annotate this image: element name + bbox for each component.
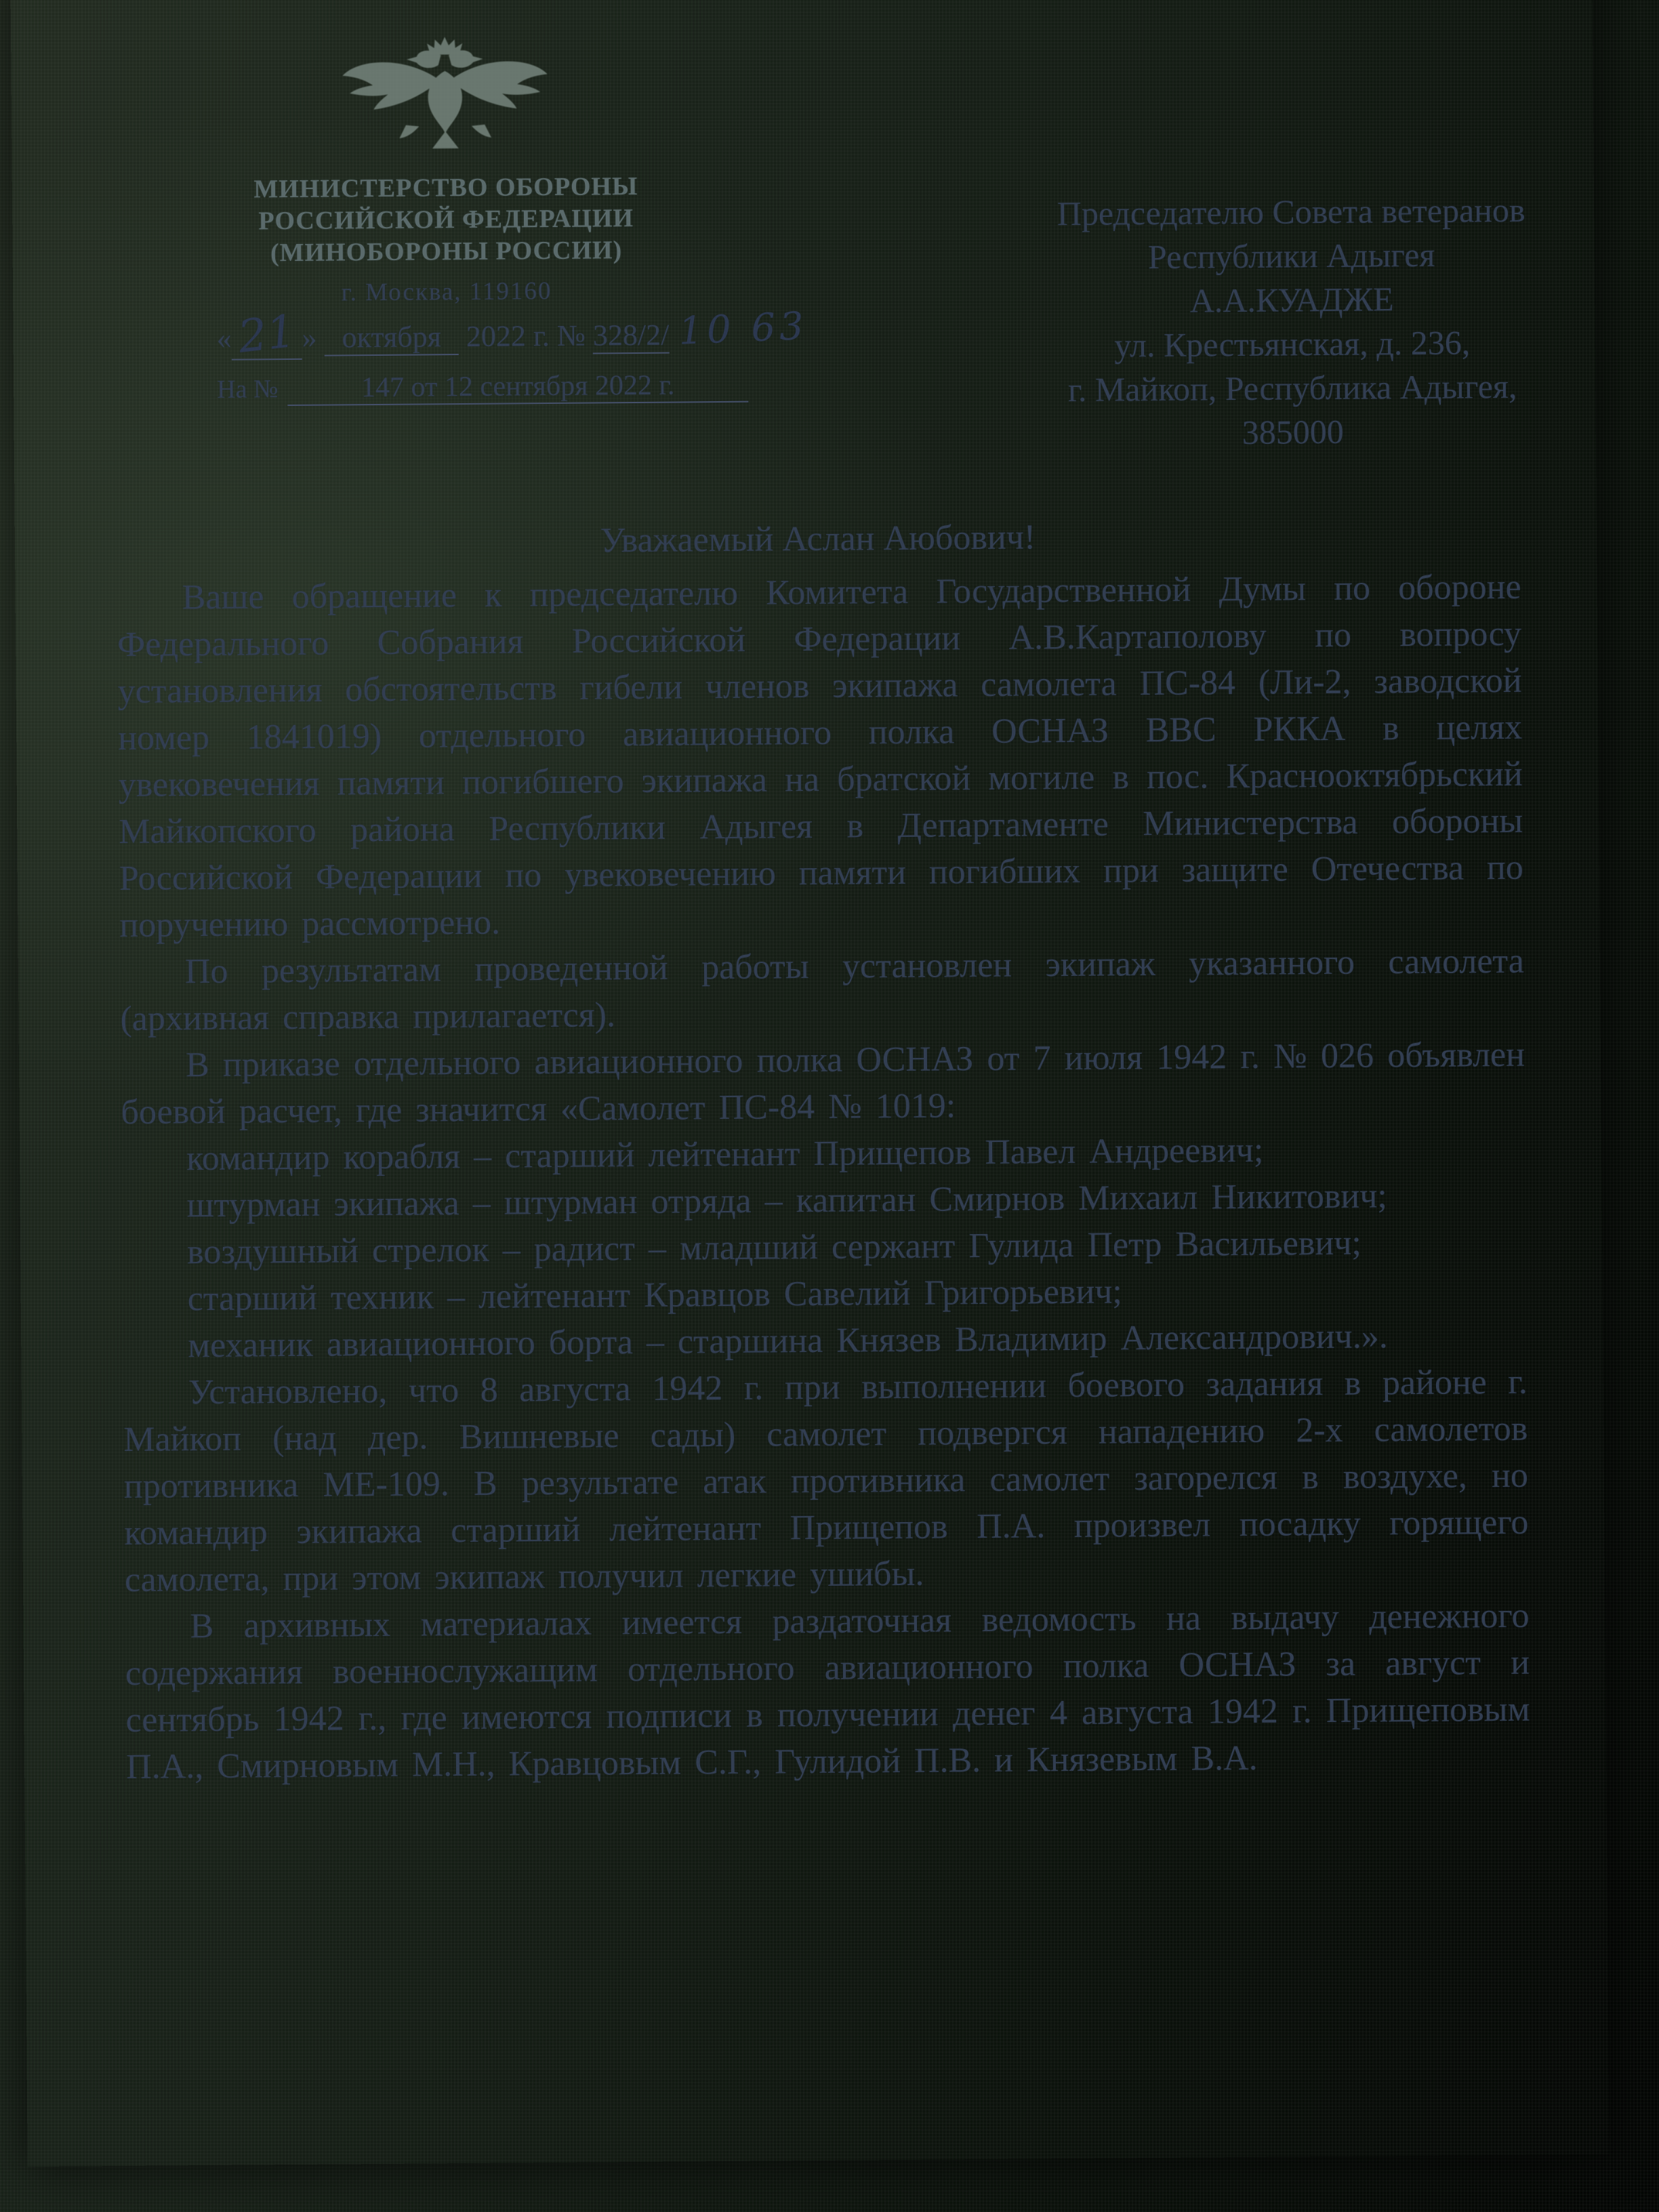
recipient-line: Республики Адыгея — [1147, 235, 1435, 276]
body-paragraph-crew: штурман экипажа – штурман отряда – капитан Смирнов Михаил Никитович; — [186, 1176, 1388, 1225]
reference-block — [216, 302, 928, 407]
body-paragraph-crew: воздушный стрелок – радист – младший сержант Гулида Петр Васильевич; — [186, 1223, 1362, 1272]
quote-open: « — [216, 321, 232, 355]
recipient-line: Председателю Совета ветеранов — [1057, 190, 1525, 233]
ministry-name — [107, 169, 785, 270]
date-year: 2022 г. № — [466, 319, 586, 353]
recipient-city: г. Майкоп, Республика Адыгея, — [1067, 367, 1517, 409]
letterhead — [106, 24, 785, 309]
ministry-name-line1: МИНИСТЕРСТВО ОБОРОНЫ — [253, 171, 638, 204]
body-paragraph-crew: старший техник – лейтенант Кравцов Савелий Григорьевич; — [187, 1272, 1123, 1319]
quote-close: » — [302, 321, 317, 354]
recipient-street: ул. Крестьянская, д. 236, — [1113, 323, 1471, 365]
recipient-block — [949, 187, 1635, 457]
date-month: октября — [324, 319, 459, 356]
date-number-line — [216, 302, 928, 361]
paper-sheet — [10, 0, 1609, 2167]
handwritten-number: 10 63 — [677, 304, 808, 354]
reply-reference: 147 от 12 сентября 2022 г. — [287, 369, 748, 406]
ministry-name-line3: (МИНОБОРОНЫ РОССИИ) — [270, 236, 623, 268]
body-paragraph: Ваше обращение к председателю Комитета Государственной Думы по обороне Федерального Собрания Российской Федерации А.В.Картаполову по вопросу установления обстоятельств гибели членов экипажа самолета ПС-84 (Ли-2, заводской номер 1841019) отдельного авиационного полка ОСНАЗ ВВС РККА в целях увековечения памяти погибшего экипажа на братской могиле в пос. Краснооктябрьский Майкопского района Республики Адыгея в Департаменте Министерства обороны Российской Федерации по увековечению памяти погибших при защите Отечества по поручению рассмотрено. — [117, 567, 1523, 945]
salutation: Уважаемый Аслан Аюбович! — [600, 518, 1036, 560]
body-paragraph-crew: механик авиационного борта – старшина Князев Владимир Александрович.». — [188, 1317, 1388, 1366]
outgoing-number-printed: 328/2/ — [593, 318, 670, 354]
body-paragraph: По результатам проведенной работы установлен экипаж указанного самолета (архивная справка прилагается). — [120, 941, 1525, 1038]
recipient-postcode: 385000 — [1242, 412, 1344, 451]
city-postcode-line: г. Москва, 119160 — [341, 276, 552, 307]
body-paragraph: В архивных материалах имеется раздаточная ведомость на выдачу денежного содержания военнослужащим отдельного авиационного полка ОСНАЗ за август и сентябрь 1942 г., где имеются подписи в получении денег 4 августа 1942 г. Прищеповым П.А., Смирновым М.Н., Кравцовым С.Г., Гулидой П.В. и Князевым В.А. — [125, 1596, 1530, 1786]
body-paragraph: Установлено, что 8 августа 1942 г. при выполнении боевого задания в районе г. Майкоп (над дер. Вишневые сады) самолет подвергся нападению 2-х самолетов противника МЕ-109. В результате атак противника самолет загорелся в воздухе, но командир экипажа старший лейтенант Прищепов П.А. произвел посадку горящего самолета, при этом экипаж получил легкие ушибы. — [123, 1362, 1529, 1599]
body-paragraph: В приказе отдельного авиационного полка ОСНАЗ от 7 июля 1942 г. № 026 объявлен боевой расчет, где значится «Самолет ПС-84 № 1019: — [121, 1035, 1525, 1132]
reply-prefix: На № — [217, 375, 279, 404]
body-paragraph-crew: командир корабля – старший лейтенант Прищепов Павел Андреевич; — [186, 1130, 1264, 1179]
mod-double-headed-eagle-icon — [340, 26, 551, 160]
ministry-name-line2: РОССИЙСКОЙ ФЕДЕРАЦИИ — [258, 204, 634, 236]
letter-body — [117, 564, 1530, 1790]
reply-reference-line — [217, 367, 928, 407]
handwritten-day: 21 — [235, 304, 298, 363]
recipient-name: А.А.КУАДЖЕ — [1189, 280, 1394, 320]
